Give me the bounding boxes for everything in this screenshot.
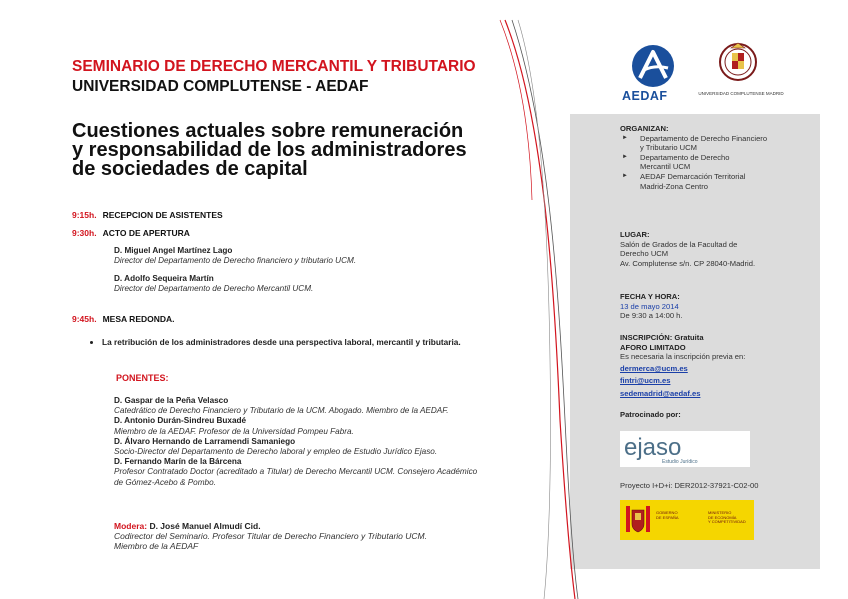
email-link[interactable]: fintri@ucm.es <box>620 376 671 386</box>
speaker-role: Catedrático de Derecho Financiero y Tributario de la UCM. Abogado. Miembro de la AEDAF. <box>114 406 449 416</box>
logo-band <box>570 26 820 114</box>
bullet-arrow-icon: ► <box>622 153 628 160</box>
organizer-line: Madrid-Zona Centro <box>640 181 708 191</box>
event-date: 13 de mayo 2014 <box>620 301 679 311</box>
opening-speaker <box>114 246 356 266</box>
program-item <box>72 210 223 220</box>
speaker-role: Director del Departamento de Derecho financiero y tributario UCM. <box>114 256 357 265</box>
ucm-wordmark: UNIVERSIDAD COMPLUTENSE MADRID <box>698 91 784 96</box>
topic-line: Cuestiones actuales sobre remuneración <box>72 120 464 142</box>
registration-heading: INSCRIPCIÓN: Gratuita <box>620 333 704 342</box>
email-link[interactable]: sedemadrid@aedaf.es <box>620 388 701 398</box>
program-item <box>72 228 190 238</box>
organizer-line: Departamento de Derecho <box>640 152 730 162</box>
speaker-role: Profesor Contratado Doctor (acreditado a Titular) de Derecho Mercantil UCM. Consejero Académico <box>114 467 478 477</box>
organizer-line: AEDAF Demarcación Territorial <box>640 171 746 181</box>
venue-line: Av. Complutense s/n. CP 28040-Madrid. <box>620 258 756 268</box>
venue-heading: LUGAR: <box>620 230 650 239</box>
gov-text <box>656 511 698 520</box>
speaker-name: D. Gaspar de la Peña Velasco <box>114 396 229 405</box>
organizers-list <box>620 134 767 192</box>
ministry-line: Y COMPETITIVIDAD <box>708 519 746 525</box>
bullet-arrow-icon: ► <box>622 134 628 141</box>
aedaf-wordmark: AEDAF <box>622 89 668 103</box>
topic-heading <box>72 122 542 179</box>
speaker-name: D. Fernando Marín de la Bárcena <box>114 457 242 467</box>
program-label: MESA REDONDA. <box>102 314 175 324</box>
list-item <box>620 153 767 172</box>
date-section <box>620 292 683 321</box>
venue-section <box>620 230 755 268</box>
sponsor-name: ejaso <box>624 434 682 461</box>
moderator-role: Miembro de la AEDAF <box>114 541 199 552</box>
speaker-name: D. Adolfo Sequeira Martín <box>114 274 214 283</box>
organizers-heading: ORGANIZAN: <box>620 124 669 133</box>
round-table-topic <box>90 337 461 347</box>
sponsor-label: Patrocinado por: <box>620 410 681 419</box>
program-time: 9:15h. <box>72 210 97 220</box>
bullet-arrow-icon: ► <box>622 172 628 179</box>
topic-line: y responsabilidad de los administradores <box>72 139 467 161</box>
list-item <box>620 134 767 153</box>
gov-line: GOBIERNO <box>656 510 678 515</box>
bullet-icon <box>90 341 93 344</box>
ministry-line: MINISTERIO <box>708 510 732 515</box>
ministry-text <box>708 511 752 525</box>
spain-shield-icon <box>623 504 653 536</box>
speaker-name: D. Antonio Durán-Sindreu Buxadé <box>114 416 247 426</box>
organizer-line: Mercantil UCM <box>640 162 691 172</box>
venue-line: Derecho UCM <box>620 249 669 259</box>
program-label: RECEPCION DE ASISTENTES <box>102 210 223 220</box>
seminar-subtitle: UNIVERSIDAD COMPLUTENSE - AEDAF <box>72 78 369 95</box>
project-code: Proyecto I+D+i: DER2012-37921-C02-00 <box>620 481 759 490</box>
organizer-line: y Tributario UCM <box>640 143 697 153</box>
registration-note: Es necesaria la inscripción previa en: <box>620 352 746 362</box>
round-table-text: La retribución de los administradores desde una perspectiva laboral, mercantil y tributaria. <box>102 337 461 347</box>
capacity-note: AFORO LIMITADO <box>620 342 686 352</box>
moderator-role: Codirector del Seminario. Profesor Titular de Derecho Financiero y Tributario UCM. <box>114 531 427 542</box>
speaker-name: D. Álvaro Hernando de Larramendi Samaniego <box>114 436 296 446</box>
ejaso-logo-icon <box>620 431 750 467</box>
speaker-role: Miembro de la AEDAF. Profesor de la Universidad Pompeu Fabra. <box>114 426 354 436</box>
topic-line: de sociedades de capital <box>72 158 308 180</box>
registration-section <box>620 333 745 399</box>
ucm-crest-icon <box>718 40 758 88</box>
speaker-role: Director del Departamento de Derecho Mercantil UCM. <box>114 284 314 293</box>
opening-speaker <box>114 274 313 294</box>
speakers-list <box>114 396 477 488</box>
organizer-line: Departamento de Derecho Financiero <box>640 133 768 143</box>
government-logo <box>620 500 754 540</box>
email-link[interactable]: dermerca@ucm.es <box>620 363 688 373</box>
venue-line: Salón de Grados de la Facultad de <box>620 239 738 249</box>
moderator-label: Modera: <box>114 521 148 531</box>
seminar-title: SEMINARIO DE DERECHO MERCANTIL Y TRIBUTARIO <box>72 58 476 75</box>
speakers-heading: PONENTES: <box>116 373 169 383</box>
list-item <box>620 172 767 191</box>
program-time: 9:30h. <box>72 228 97 238</box>
program-item <box>72 314 175 324</box>
moderator <box>114 521 427 552</box>
moderator-name: D. José Manuel Almudí Cid. <box>149 521 261 531</box>
date-heading: FECHA Y HORA: <box>620 292 680 301</box>
program-time: 9:45h. <box>72 314 97 324</box>
sponsor-heading <box>620 410 681 420</box>
speaker-role: de Gómez-Acebo & Pombo. <box>114 477 216 487</box>
event-time: De 9:30 a 14:00 h. <box>620 311 683 321</box>
program-label: ACTO DE APERTURA <box>102 228 190 238</box>
ministry-line: DE ECONOMÍA <box>708 514 737 520</box>
speaker-name: D. Miguel Angel Martínez Lago <box>114 246 233 255</box>
speaker-role: Socio-Director del Departamento de Derecho laboral y empleo de Estudio Jurídico Ejaso. <box>114 447 438 457</box>
sponsor-subtitle: Estudio Jurídico <box>662 459 698 465</box>
gov-line: DE ESPAÑA <box>656 514 679 520</box>
organizers-section <box>620 124 767 191</box>
